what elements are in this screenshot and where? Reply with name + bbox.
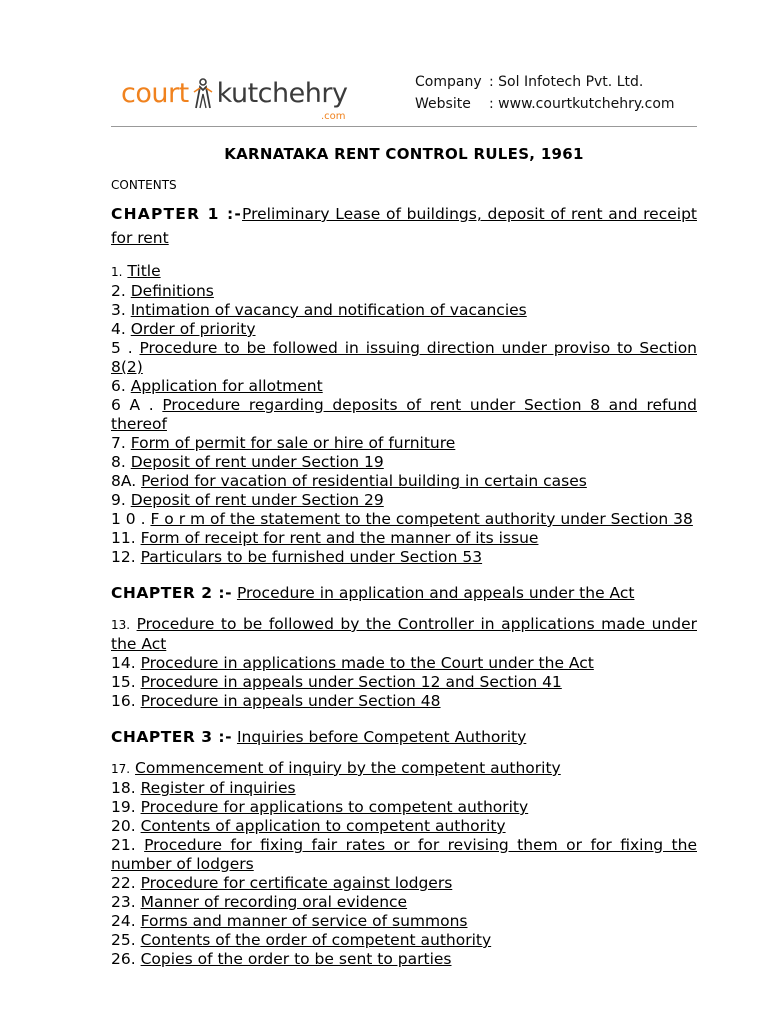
item-link-controller-procedure[interactable]: Procedure to be followed by the Controller in applications made under the Act: [111, 615, 697, 653]
chapter-3-heading: [111, 725, 697, 749]
item-link-allotment[interactable]: Application for allotment: [130, 377, 323, 395]
header-divider: [111, 126, 697, 127]
item-number: 18.: [111, 779, 136, 797]
item-number: 22.: [111, 874, 136, 892]
item-link-register[interactable]: Register of inquiries: [140, 779, 296, 797]
item-link-appeals-12-41[interactable]: Procedure in appeals under Section 12 and Section 41: [140, 673, 562, 691]
item-link-particulars-53[interactable]: Particulars to be furnished under Section 53: [140, 548, 483, 566]
list-item: [111, 912, 697, 931]
item-link-procedure-direction[interactable]: Procedure to be followed in issuing direction under proviso to Section 8(2): [111, 339, 697, 376]
list-item: [111, 339, 697, 377]
list-item: [111, 817, 697, 836]
item-number: 14.: [111, 654, 136, 672]
item-number: 8A.: [111, 472, 137, 490]
item-link-fair-rates[interactable]: Procedure for fixing fair rates or for revising them or for fixing the number of lodgers: [111, 836, 697, 873]
item-link-vacation[interactable]: Period for vacation of residential building in certain cases: [141, 472, 587, 490]
list-item: [111, 529, 697, 548]
logo-suffix: .com: [321, 111, 346, 122]
item-number: 3.: [111, 301, 126, 319]
item-number: 4.: [111, 320, 126, 338]
list-item: [111, 282, 697, 301]
item-number: 11.: [111, 529, 136, 547]
company-label: Company: [415, 74, 482, 90]
page-header: [111, 66, 697, 128]
chapter-2-items: [111, 615, 697, 711]
chapter-1-items: [111, 262, 697, 567]
list-item: [111, 548, 697, 567]
list-item: [111, 893, 697, 912]
list-item: [111, 836, 697, 874]
list-item: [111, 262, 697, 282]
item-number: 6.: [111, 377, 126, 395]
document-body: [111, 145, 697, 969]
item-link-contents-application[interactable]: Contents of application to competent authority: [140, 817, 506, 835]
item-number: 20.: [111, 817, 136, 835]
list-item: [111, 759, 697, 779]
list-item: [111, 798, 697, 817]
list-item: [111, 654, 697, 673]
item-link-summons[interactable]: Forms and manner of service of summons: [140, 912, 468, 930]
item-link-procedure-applications[interactable]: Procedure for applications to competent authority: [140, 798, 529, 816]
contents-label: CONTENTS: [111, 178, 177, 192]
item-number: 2.: [111, 282, 126, 300]
item-link-deposit-19[interactable]: Deposit of rent under Section 19: [130, 453, 384, 471]
list-item: [111, 874, 697, 893]
chapter-2-heading: [111, 581, 697, 605]
chapter-1-label: CHAPTER 1 :-: [111, 205, 243, 223]
item-link-definitions[interactable]: Definitions: [130, 282, 214, 300]
document-title: KARNATAKA RENT CONTROL RULES, 1961: [224, 145, 584, 163]
item-number: 1 0 .: [111, 510, 146, 528]
item-number: 7.: [111, 434, 126, 452]
list-item: [111, 396, 697, 434]
item-number: 16.: [111, 692, 136, 710]
website-value[interactable]: : www.courtkutchehry.com: [489, 96, 675, 112]
item-number: 17.: [111, 762, 131, 776]
item-number: 6 A .: [111, 396, 154, 414]
list-item: [111, 434, 697, 453]
website-label: Website: [415, 96, 471, 112]
item-link-permit-furniture[interactable]: Form of permit for sale or hire of furniture: [130, 434, 456, 452]
chapter-2-subtitle-link[interactable]: Procedure in application and appeals under the Act: [236, 584, 635, 602]
list-item: [111, 377, 697, 396]
chapter-3-subtitle-link[interactable]: Inquiries before Competent Authority: [236, 728, 527, 746]
list-item: [111, 320, 697, 339]
item-number: 25.: [111, 931, 136, 949]
logo-text-court: court: [121, 78, 189, 109]
company-info: [415, 71, 675, 115]
item-number: 1.: [111, 265, 123, 279]
chapter-3-label: CHAPTER 3 :-: [111, 728, 233, 746]
item-link-intimation[interactable]: Intimation of vacancy and notification of vacancies: [130, 301, 527, 319]
list-item: [111, 510, 697, 529]
logo-text-kutchehry: kutchehry: [216, 78, 348, 109]
item-number: 15.: [111, 673, 136, 691]
list-item: [111, 301, 697, 320]
item-link-appeals-48[interactable]: Procedure in appeals under Section 48: [140, 692, 441, 710]
item-number: 26.: [111, 950, 136, 968]
list-item: [111, 950, 697, 969]
item-link-priority[interactable]: Order of priority: [130, 320, 256, 338]
item-number: 8.: [111, 453, 126, 471]
item-number: 9.: [111, 491, 126, 509]
list-item: [111, 673, 697, 692]
chapter-3-items: [111, 759, 697, 969]
list-item: [111, 472, 697, 491]
item-link-contents-order[interactable]: Contents of the order of competent authority: [140, 931, 492, 949]
chapter-1-heading: [111, 202, 697, 250]
item-link-copies-order[interactable]: Copies of the order to be sent to parties: [140, 950, 452, 968]
item-number: 13.: [111, 618, 131, 632]
item-link-title[interactable]: Title: [127, 262, 161, 280]
courtkutchehry-logo[interactable]: [121, 78, 348, 122]
item-link-oral-evidence[interactable]: Manner of recording oral evidence: [140, 893, 408, 911]
item-number: 21.: [111, 836, 136, 854]
item-link-commencement[interactable]: Commencement of inquiry by the competent authority: [135, 759, 561, 777]
item-number: 24.: [111, 912, 136, 930]
item-link-receipt[interactable]: Form of receipt for rent and the manner of its issue: [140, 529, 539, 547]
judge-figure-icon: [190, 78, 216, 110]
item-number: 5 .: [111, 339, 133, 357]
item-number: 19.: [111, 798, 136, 816]
list-item: [111, 692, 697, 711]
item-link-statement-38[interactable]: F o r m of the statement to the competent authority under Section 38: [150, 510, 693, 528]
item-link-certificate-lodgers[interactable]: Procedure for certificate against lodgers: [140, 874, 453, 892]
chapter-1-subtitle-link[interactable]: Preliminary Lease of buildings, deposit of rent and receipt for rent: [111, 205, 697, 247]
list-item: [111, 453, 697, 472]
chapter-2-label: CHAPTER 2 :-: [111, 584, 233, 602]
list-item: [111, 779, 697, 798]
item-number: 12.: [111, 548, 136, 566]
item-link-deposits-refund[interactable]: Procedure regarding deposits of rent under Section 8 and refund thereof: [111, 396, 697, 433]
item-number: 23.: [111, 893, 136, 911]
list-item: [111, 491, 697, 510]
company-value: : Sol Infotech Pvt. Ltd.: [489, 74, 644, 90]
list-item: [111, 931, 697, 950]
list-item: [111, 615, 697, 654]
item-link-deposit-29[interactable]: Deposit of rent under Section 29: [130, 491, 384, 509]
item-link-court-applications[interactable]: Procedure in applications made to the Court under the Act: [140, 654, 594, 672]
